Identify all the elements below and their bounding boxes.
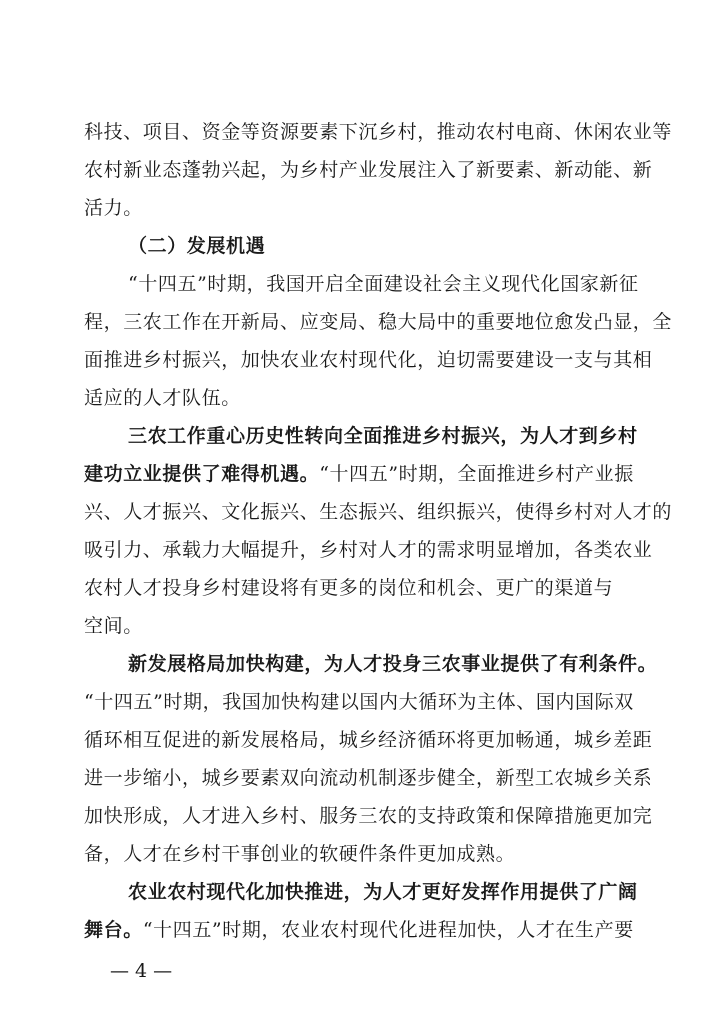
- paragraph-line: “十四五”时期，我国加快构建以国内大循环为主体、国内国际双: [84, 691, 634, 713]
- paragraph-line: 加快形成，人才进入乡村、服务三农的支持政策和保障措施更加完: [84, 805, 653, 827]
- paragraph-line: 循环相互促进的新发展格局，城乡经济循环将更加畅通，城乡差距: [84, 729, 653, 751]
- paragraph-line: 空间。: [84, 615, 143, 637]
- paragraph-line: 程，三农工作在开新局、应变局、稳大局中的重要地位愈发凸显，全: [84, 311, 673, 333]
- paragraph-line: “十四五”时期，我国开启全面建设社会主义现代化国家新征: [128, 273, 639, 295]
- paragraph-line: 科技、项目、资金等资源要素下沉乡村，推动农村电商、休闲农业等: [84, 121, 673, 143]
- paragraph-line: 活力。: [84, 197, 143, 219]
- page-number: — 4 —: [110, 960, 173, 982]
- paragraph-line: 面推进乡村振兴，加快农业农村现代化，迫切需要建设一支与其相: [84, 349, 653, 371]
- paragraph-text: “十四五”时期，全面推进乡村产业振: [319, 463, 634, 485]
- paragraph-line: 适应的人才队伍。: [84, 387, 241, 409]
- paragraph-line: 农村人才投身乡村建设将有更多的岗位和机会、更广的渠道与: [84, 577, 614, 599]
- paragraph-line: 兴、人才振兴、文化振兴、生态振兴、组织振兴，使得乡村对人才的: [84, 501, 673, 523]
- bold-lead-sentence: 三农工作重心历史性转向全面推进乡村振兴，为人才到乡村: [128, 425, 638, 447]
- bold-lead-sentence: 舞台。: [84, 919, 143, 941]
- paragraph-line: 进一步缩小，城乡要素双向流动机制逐步健全，新型工农城乡关系: [84, 767, 653, 789]
- paragraph-line: 备，人才在乡村干事创业的软硬件条件更加成熟。: [84, 843, 516, 865]
- bold-lead-sentence: 农业农村现代化加快推进，为人才更好发挥作用提供了广阔: [128, 881, 638, 903]
- bold-lead-sentence: 建功立业提供了难得机遇。: [84, 463, 320, 485]
- paragraph-line: 吸引力、承载力大幅提升，乡村对人才的需求明显增加，各类农业: [84, 539, 653, 561]
- bold-lead-sentence: 新发展格局加快构建，为人才投身三农事业提供了有利条件。: [128, 653, 658, 675]
- paragraph-line: 农村新业态蓬勃兴起，为乡村产业发展注入了新要素、新动能、新: [84, 159, 653, 181]
- section-heading: （二）发展机遇: [128, 235, 266, 257]
- paragraph-text: “十四五”时期，农业农村现代化进程加快，人才在生产要: [142, 919, 634, 941]
